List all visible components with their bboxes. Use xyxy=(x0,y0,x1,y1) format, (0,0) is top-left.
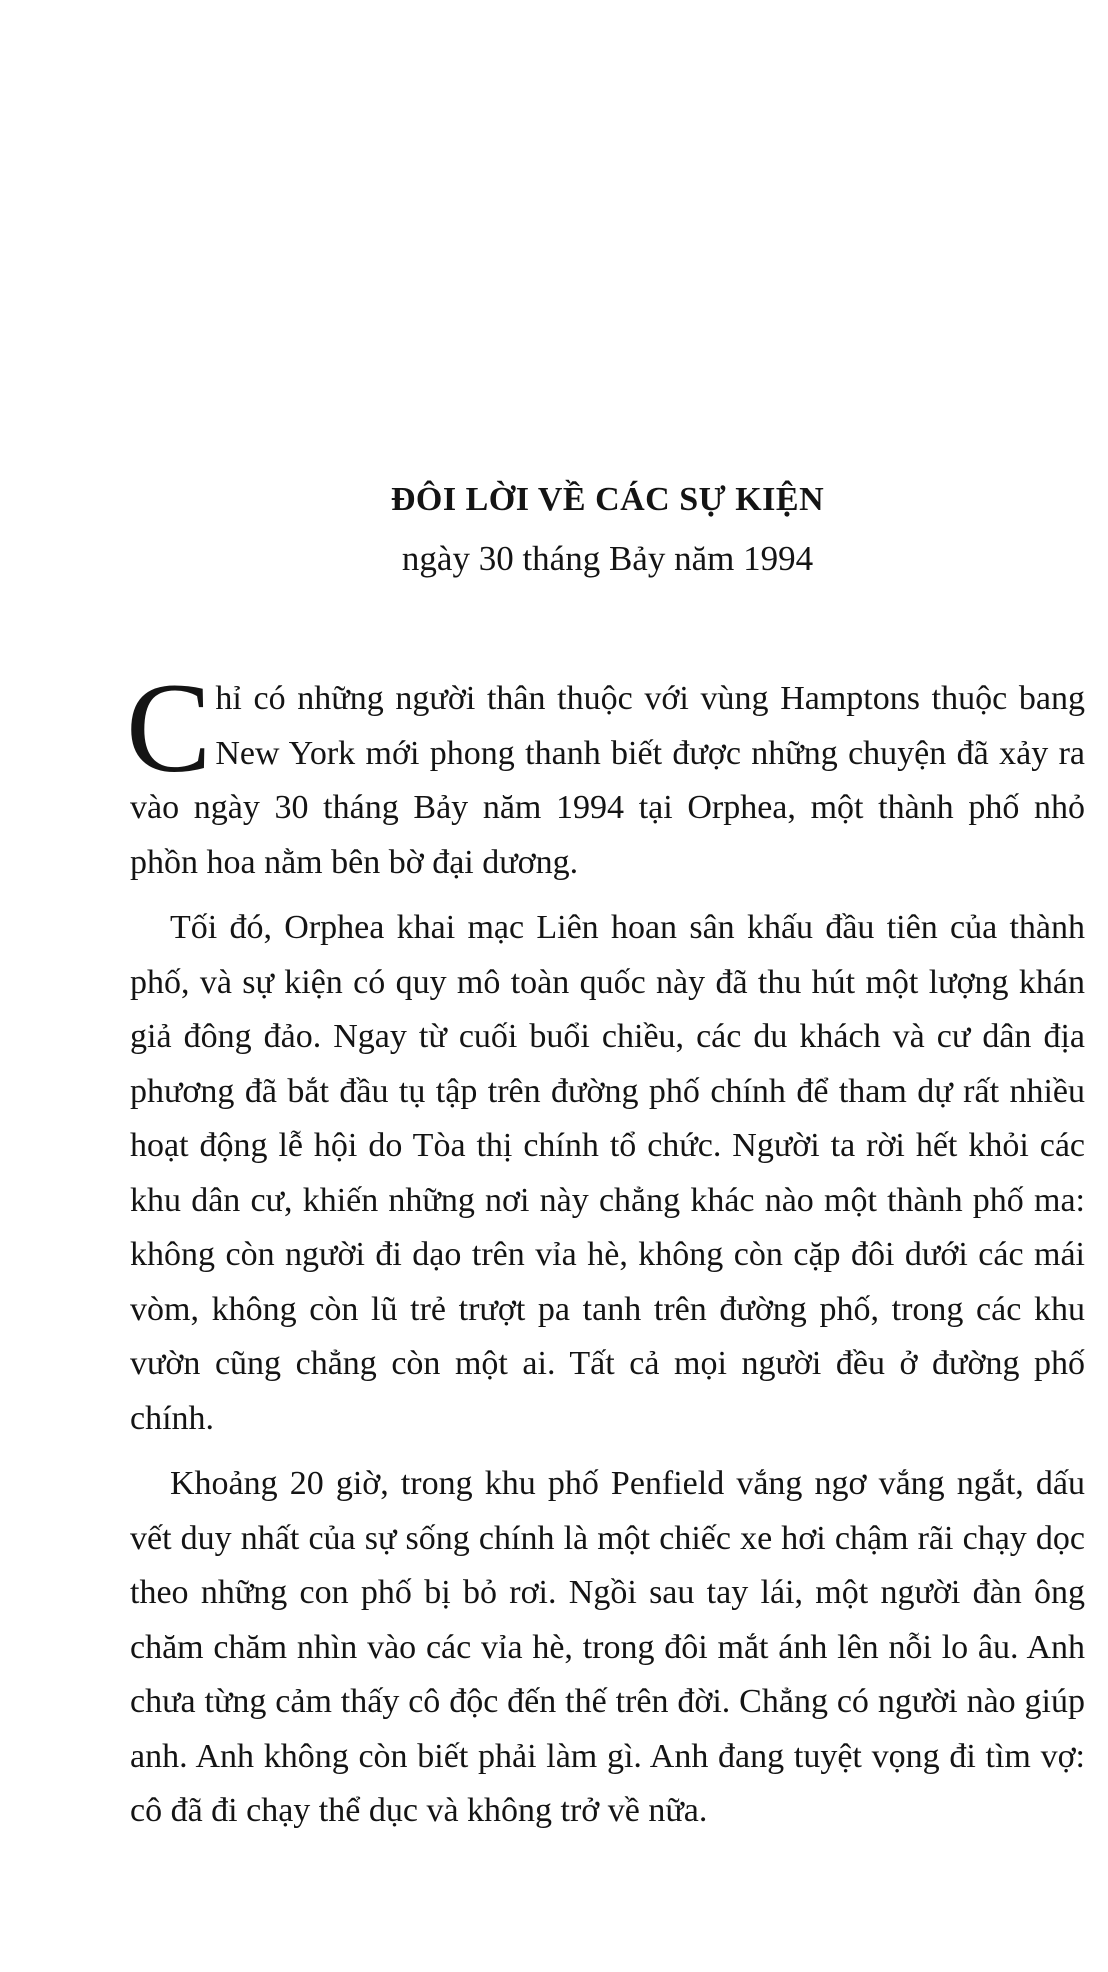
body-text xyxy=(126,657,1085,1850)
chapter-subtitle: ngày 30 tháng Bảy năm 1994 xyxy=(401,539,814,578)
paragraph-2: Tối đó, Orphea khai mạc Liên hoan sân khấu đầu tiên của thành phố, và sự kiện có quy mô toàn quốc này đã thu hút một lượng khán giả đông đảo. Ngay từ cuối buổi chiều, các du khách và cư dân địa phương đã bắt đầu tụ tập trên đường phố chính để tham dự rất nhiều hoạt động lễ hội do Tòa thị chính tổ chức. Người ta rời hết khỏi các khu dân cư, khiến những nơi này chẳng khác nào một thành phố ma: không còn người đi dạo trên vỉa hè, không còn cặp đôi dưới các mái vòm, không còn lũ trẻ trượt pa tanh trên đường phố, trong các khu vườn cũng chẳng còn một ai. Tất cả mọi người đều ở đường phố chính. xyxy=(130,909,1085,1437)
drop-cap: C xyxy=(126,657,212,799)
chapter-title: ĐÔI LỜI VỀ CÁC SỰ KIỆN xyxy=(390,481,825,518)
paragraph-1-text: hỉ có những người thân thuộc với vùng Hamptons thuộc bang New York mới phong thanh biết được những chuyện đã xảy ra vào ngày 30 tháng Bảy năm 1994 tại Orphea, một thành phố nhỏ phồn hoa nằm bên bờ đại dương. xyxy=(130,680,1085,881)
paragraph-3: Khoảng 20 giờ, trong khu phố Penfield vắng ngơ vắng ngắt, dấu vết duy nhất của sự sống chính là một chiếc xe hơi chậm rãi chạy dọc theo những con phố bị bỏ rơi. Ngồi sau tay lái, một người đàn ông chăm chăm nhìn vào các vỉa hè, trong đôi mắt ánh lên nỗi lo âu. Anh chưa từng cảm thấy cô độc đến thế trên đời. Chẳng có người nào giúp anh. Anh không còn biết phải làm gì. Anh đang tuyệt vọng đi tìm vợ: cô đã đi chạy thể dục và không trở về nữa. xyxy=(130,1465,1085,1829)
paragraph-1 xyxy=(126,657,1085,890)
